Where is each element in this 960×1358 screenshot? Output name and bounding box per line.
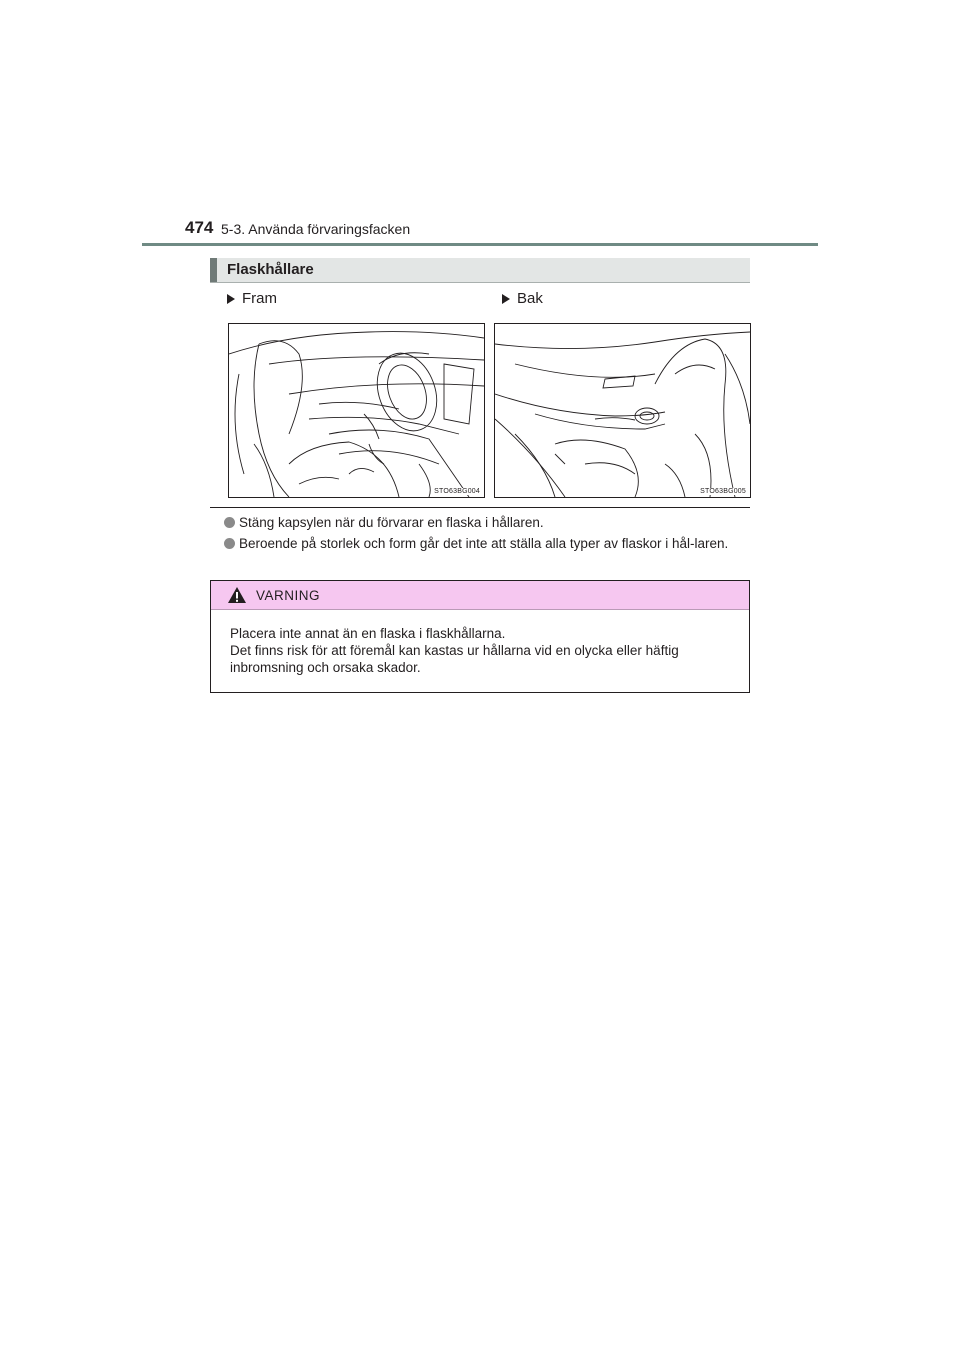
rear-label xyxy=(502,290,543,307)
chapter-title: 5-3. Använda förvaringsfacken xyxy=(221,221,411,237)
warning-line: Placera inte annat än en flaska i flaskhållarna. xyxy=(230,626,506,641)
front-cupholder-illustration xyxy=(228,323,485,498)
rear-cupholder-illustration xyxy=(494,323,751,498)
warning-triangle-icon xyxy=(227,586,247,604)
note-text: Beroende på storlek och form går det inte att ställa alla typer av flaskor i hål-laren. xyxy=(239,536,729,551)
rear-figure-code: STO63BG005 xyxy=(700,488,746,495)
note-bullet xyxy=(224,514,750,531)
rear-label-text: Bak xyxy=(517,290,543,307)
section-header xyxy=(210,258,750,283)
note-bullet xyxy=(224,535,750,552)
warning-box xyxy=(210,580,750,693)
header-rule xyxy=(142,243,818,246)
warning-line: Det finns risk för att föremål kan kastas ur hållarna vid en olycka eller häftig inbromsning och orsaka skador. xyxy=(230,643,679,675)
triangle-right-icon xyxy=(502,294,510,304)
warning-text xyxy=(230,625,742,676)
rear-interior-drawing xyxy=(495,324,750,497)
bullet-dot-icon xyxy=(224,538,235,549)
section-title: Flaskhållare xyxy=(227,261,314,278)
warning-label: VARNING xyxy=(256,588,321,603)
front-figure-code: STO63BG004 xyxy=(434,488,480,495)
section-accent xyxy=(210,258,217,282)
page-number: 474 xyxy=(185,218,214,237)
front-label-text: Fram xyxy=(242,290,277,307)
front-interior-drawing xyxy=(229,324,484,497)
note-text: Stäng kapsylen när du förvarar en flaska i hållaren. xyxy=(239,515,544,530)
warning-header xyxy=(211,581,749,610)
bullet-dot-icon xyxy=(224,517,235,528)
content-divider xyxy=(210,507,750,508)
front-label xyxy=(227,290,277,307)
triangle-right-icon xyxy=(227,294,235,304)
